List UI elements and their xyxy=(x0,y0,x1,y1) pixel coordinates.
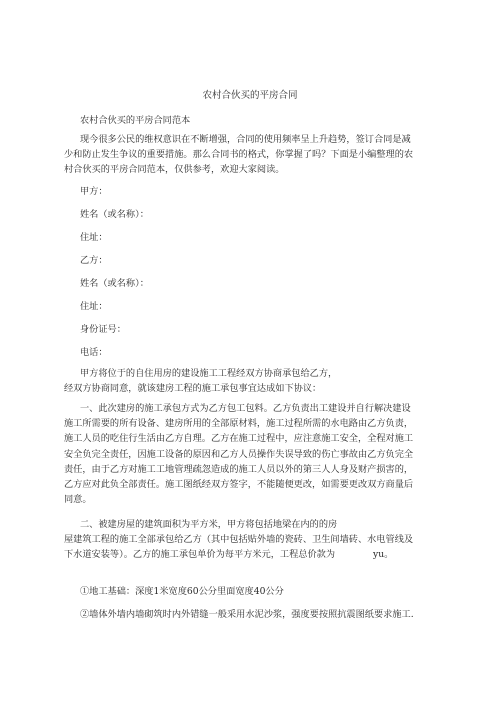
party-b-name-label: 姓名（或名称）： xyxy=(80,278,149,289)
id-number-label: 身份证号： xyxy=(80,324,126,335)
party-a-name-label: 姓名（或名称）： xyxy=(80,209,149,220)
party-a-label: 甲方： xyxy=(80,186,108,197)
item-2-paragraph: ②墙体外墙内墙砌筑时内外错缝一般采用水泥沙浆，强度要按照抗震图纸要求施工. xyxy=(80,609,414,620)
party-a-address-label: 住址： xyxy=(80,232,108,243)
item-1-paragraph: ①地工基础：深度1米宽度60公分里面宽度40公分 xyxy=(80,586,284,597)
phone-label: 电话： xyxy=(80,347,108,358)
document-subtitle: 农村合伙买的平房合同范本 xyxy=(80,115,191,126)
price-unit: yu。 xyxy=(373,549,394,561)
clause-1-paragraph: 一、此次建房的施工承包方式为乙方包工包料。乙方负责出工建设并自行解决建设 施工所需要的所有设备、建房所用的全部原材料，施工过程所需的水电路由乙方负责， 施工人员的吃住行生活由乙方自理。乙方在施工过程中，应注意施工安全，全程对施工 安全负完全责任，因施工设备的原因和乙方人员操作失误导致的伤亡事故由乙方负完全 责任，由于乙方对施工工地管理疏忽造成的施工人员以外的第三人人身及财产损害的， 乙方应对此负全部责任。施工图纸经双方签字，不能随便更改，如需要更改双方商量后 同意。 xyxy=(64,403,414,506)
agreement-intro-paragraph: 甲方将位于的自住用房的建设施工工程经双方协商承包给乙方， 经双方协商同意，就该建房工程的施工承包事宜达成如下协议： xyxy=(64,368,338,395)
clause-2-paragraph: 二、被建房屋的建筑面积为平方米，甲方将包括地梁在内的的房 屋建筑工程的施工全部承包给乙方（其中包括贴外墙的瓷砖、卫生间墙砖、水电管线及 下水道安装等）。乙方的施工承包单价为每平方米元，工程总价款为 yu。 xyxy=(64,519,414,561)
party-b-label: 乙方： xyxy=(80,255,108,266)
document-title: 农村合伙买的平房合同 xyxy=(202,90,298,101)
intro-paragraph: 现今很多公民的维权意识在不断增强，合同的使用频率呈上升趋势，签订合同是减 少和防止发生争议的重要措施。那么合同书的格式，你掌握了吗？下面是小编整理的农 村合伙买的平房合同范本，仅供参考，欢迎大家阅读。 xyxy=(64,134,414,176)
party-b-address-label: 住址： xyxy=(80,301,108,312)
